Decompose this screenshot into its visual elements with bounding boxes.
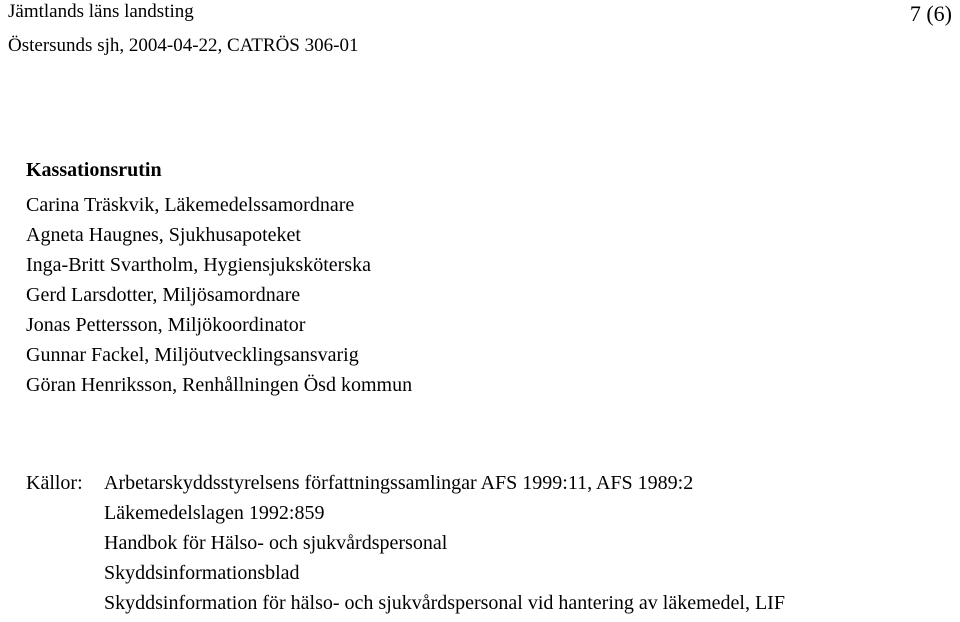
participant-item: Göran Henriksson, Renhållningen Ösd kommun xyxy=(26,374,413,396)
source-item: Läkemedelslagen 1992:859 xyxy=(104,502,325,524)
sources-row xyxy=(26,589,956,619)
participant-item: Carina Träskvik, Läkemedelssamordnare xyxy=(26,194,355,216)
sources-row xyxy=(26,559,956,589)
sources-section xyxy=(26,469,956,619)
section-title: Kassationsrutin xyxy=(26,159,162,181)
participant-list xyxy=(26,191,412,401)
sources-row xyxy=(26,499,956,529)
participant-item: Gunnar Fackel, Miljöutvecklingsansvarig xyxy=(26,344,359,366)
page-number: 7 (6) xyxy=(909,1,952,26)
sources-row xyxy=(26,469,956,499)
header-location-date-reference: Östersunds sjh, 2004-04-22, CATRÖS 306-01 xyxy=(8,35,359,56)
source-item: Skyddsinformationsblad xyxy=(104,562,300,584)
participant-item: Inga-Britt Svartholm, Hygiensjuksköterska xyxy=(26,254,371,276)
participant-item: Agneta Haugnes, Sjukhusapoteket xyxy=(26,224,301,246)
source-item: Handbok för Hälso- och sjukvårdspersonal xyxy=(104,532,448,554)
sources-label: Källor: xyxy=(26,472,83,494)
source-item: Skyddsinformation för hälso- och sjukvårdspersonal vid hantering av läkemedel, LIF xyxy=(104,592,785,614)
source-item: Arbetarskyddsstyrelsens författningssamlingar AFS 1999:11, AFS 1989:2 xyxy=(104,472,694,494)
header-organization: Jämtlands läns landsting xyxy=(8,1,194,22)
participant-item: Jonas Pettersson, Miljökoordinator xyxy=(26,314,306,336)
sources-row xyxy=(26,529,956,559)
participant-item: Gerd Larsdotter, Miljösamordnare xyxy=(26,284,301,306)
